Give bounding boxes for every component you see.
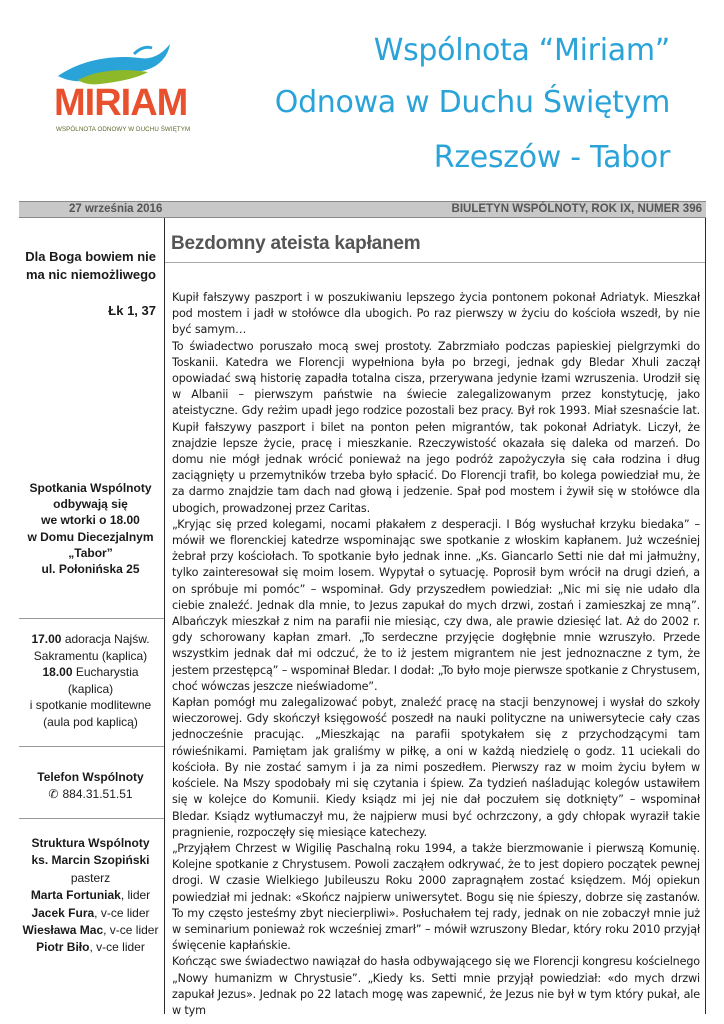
structure-title: Struktura Wspólnoty — [31, 836, 150, 850]
schedule-line: 17.00 adoracja Najśw. — [31, 632, 150, 646]
article-right-border — [705, 218, 706, 1014]
logo-wordmark: MIRIAM — [54, 82, 188, 124]
meetings-line: Spotkania Wspólnoty — [29, 481, 152, 495]
schedule-line: (aula pod kaplicą) — [43, 714, 138, 729]
sidebar-rule — [19, 818, 164, 819]
meetings-line: ul. Połonińska 25 — [41, 562, 140, 577]
sidebar-quote: Dla Boga bowiem nie ma nic niemożliwego — [25, 249, 156, 282]
article-paragraph: „Kryjąc się przed kolegami, nocami płakałem z desperacji. I Bóg wysłuchał krzyku biedaka” – mówił we florenckiej katedrze wspominając swe spotkanie z włoskim kapłanem. Już wcześniej żebrał przy kościołach. To spotkanie było jednak inne. „Ks. Giancarlo Setti nie dał mi jałmużny, tylko zainteresował się moim losem. Wypytał o sytuację. Poprosił bym wrócił na drugi dzień, a on spróbuje mi pomóc” – wspominał. Gdy przyszedłem powiedział: „Nic mi się nie udało dla ciebie znaleźć. Jednak dla mnie, to Jezus zapukał do mych drzwi, zostań i zamieszkaj ze mną”. Albańczyk mieszkał z nim na parafii nie miesiąc, czy dwa, ale prawie dziesięć lat. Aż do 2002 r. gdy schorowany kapłan zmarł. „To serdeczne przyjęcie dogłębnie mnie wzruszyło. Przede wszystkim jednak dał mi odczuć, że to iż jestem migrantem nie jest jednoznaczne z tym, że jestem przestępcą” – wspominał Bledar. I dodał: „To było moje pierwsze spotkanie z Chrystusem, choć wówczas jeszcze nieświadome”. — [172, 517, 700, 693]
schedule-line: i spotkanie modlitewne — [29, 698, 152, 712]
article-paragraph: To świadectwo poruszało mocą swej prostoty. Zabrzmiało podczas papieskiej pielgrzymki do Toskanii. Katedra we Florencji wypełniona była po brzegi, jednak gdy Bledar Xhuli zaczął opowiadać swą historię zapadła totalna cisza, przerywana jedynie łzami wzruszenia. Urodził się w Albanii – pierwszym państwie na świecie zalegalizowanym przez konstytucję, jako ateistyczne. Gdy reżim upadł jego rodzice pozostali bez pracy. Był rok 1993. Miał szesnaście lat. Kupił fałszywy paszport i bilet na ponton pełen migrantów, tak pokonał Adriatyk. Liczył, że znajdzie lepsze życie, pracę i mieszkanie. Rzeczywistość okazała się daleka od marzeń. Do domu nie mógł jednak wrócić ponieważ na jego podróż zapożyczyła się cała rodzina i dług zaciągnięty u przemytników trzeba było spłacić. Do Florencji trafił, bo kolega powiedział mu, że za darmo znajdzie tam dach nad głową i jedzenie. Spał pod mostem i żywił się w stołówce dla ubogich, prowadzonej przez Caritas. — [172, 339, 700, 515]
meetings-line: „Tabor” — [68, 545, 113, 560]
schedule-line: Sakramentu (kaplica) — [33, 648, 148, 663]
article-paragraph: Kapłan pomógł mu zalegalizować pobyt, znaleźć pracę na stacji benzynowej i wysłał do szkoły wieczorowej. Gdy skończył księgowość poszedł na nauki polityczne na uniwersytecie cały czas jednocześnie pracując. „Mieszkając na parafii spotykałem się z przychodzącymi tam rówieśnikami. Pamiętam jak graliśmy w piłkę, a oni w każdą niedzielę o godz. 11 uciekali do kościoła. By nie zostać samym i ja za nimi poszedłem. Pierwszy raz w moim życiu byłem w kościele. Na Mszy spodobały mi się czytania i śpiew. Za tydzień naśladując kolegów ustawiłem się w kolejce do Komunii. Kiedy ksiądz mi jej nie dał poczułem się dotknięty” – wspominał Bledar. Ksiądz wytłumaczył mu, że najpierw musi być ochrzczony, a gdy chłopak wyraził takie pragnienie, rozpoczęły się miesiące katechezy. — [172, 696, 700, 839]
miriam-logo — [48, 40, 191, 145]
title-rule — [165, 262, 705, 263]
phone-icon: ✆ — [48, 786, 59, 801]
structure-line: Jacek Fura, v-ce lider — [31, 905, 150, 920]
column-divider — [164, 218, 165, 1014]
phone-number[interactable]: 884.31.51.51 — [62, 786, 133, 801]
header-title-line-3: Rzeszów - Tabor — [433, 140, 670, 175]
sidebar-rule — [19, 618, 164, 619]
sidebar-quote-ref: Łk 1, 37 — [108, 303, 156, 318]
sidebar-schedule — [19, 631, 162, 730]
sidebar-structure — [19, 835, 162, 957]
issue-band — [19, 201, 706, 218]
article-paragraph: Kupił fałszywy paszport i w poszukiwaniu lepszego życia pontonem pokonał Adriatyk. Mieszkał pod mostem i jadł w stołówce dla ubogich. Po raz pierwszy w życiu do kościoła wszedł, by nie być samym… — [172, 291, 700, 337]
structure-line: pasterz — [70, 870, 111, 885]
article-paragraph: Kończąc swe świadectwo nawiązał do hasła odbywającego się we Florencji kongresu kościelnego „Nowy humanizm w Chrystusie”. „Kiedy ks. Setti mnie przyjął powiedział: «do mych drzwi zapukał Jezus». Jednak po 22 latach mogę was zapewnić, że Jezus nie był w tym który pukał, ale w tym — [172, 955, 701, 1017]
sidebar-meetings — [19, 480, 162, 577]
logo-subtitle: WSPÓLNOTA ODNOWY W DUCHU ŚWIĘTYM — [56, 126, 191, 133]
issue-date: 27 września 2016 — [69, 203, 163, 215]
structure-line: Piotr Biło, v-ce lider — [36, 940, 145, 955]
sidebar-rule — [19, 746, 164, 747]
article-body — [172, 290, 700, 1019]
structure-line: Marta Fortuniak, lider — [30, 888, 151, 903]
issue-number: BIULETYN WSPÓLNOTY, ROK IX, NUMER 396 — [451, 203, 702, 215]
article-title: Bezdomny ateista kapłanem — [171, 233, 421, 254]
header-title-line-1: Wspólnota “Miriam” — [373, 33, 670, 68]
meetings-line: we wtorki o 18.00 — [41, 513, 140, 528]
header-title-line-2: Odnowa w Duchu Świętym — [274, 85, 670, 120]
article-paragraph: „Przyjąłem Chrzest w Wigilię Paschalną roku 1994, a także bierzmowanie i pierwszą Komunię. Kolejne spotkanie z Chrystusem. Powoli zacząłem odkrywać, że to jest dopiero początek pewnej drogi. W czasie Wielkiego Jubileuszu Roku 2000 zapragnąłem zostać księdzem. Mój opiekun powiedział mi jednak: «Skończ najpierw uniwersytet. Bogu się nie śpieszy, dobrze się zastanów. To my często jesteśmy zbyt niecierpliwi». Posłuchałem tej rady, jednak on nie zobaczył mnie już w seminarium ponieważ rok wcześniej zmarł” – mówił wzruszony Bledar, który roku 2010 przyjął święcenie kapłańskie. — [172, 841, 700, 953]
structure-line: Wiesława Mac, v-ce lider — [22, 923, 159, 938]
meetings-line: odbywają się — [53, 497, 128, 512]
meetings-line: w Domu Diecezjalnym — [27, 529, 154, 544]
phone-title: Telefon Wspólnoty — [37, 770, 144, 784]
structure-line: ks. Marcin Szopiński — [31, 853, 150, 868]
sidebar-phone — [19, 769, 162, 802]
schedule-line: 18.00 Eucharystia (kaplica) — [42, 665, 139, 696]
phone-line — [19, 786, 162, 803]
